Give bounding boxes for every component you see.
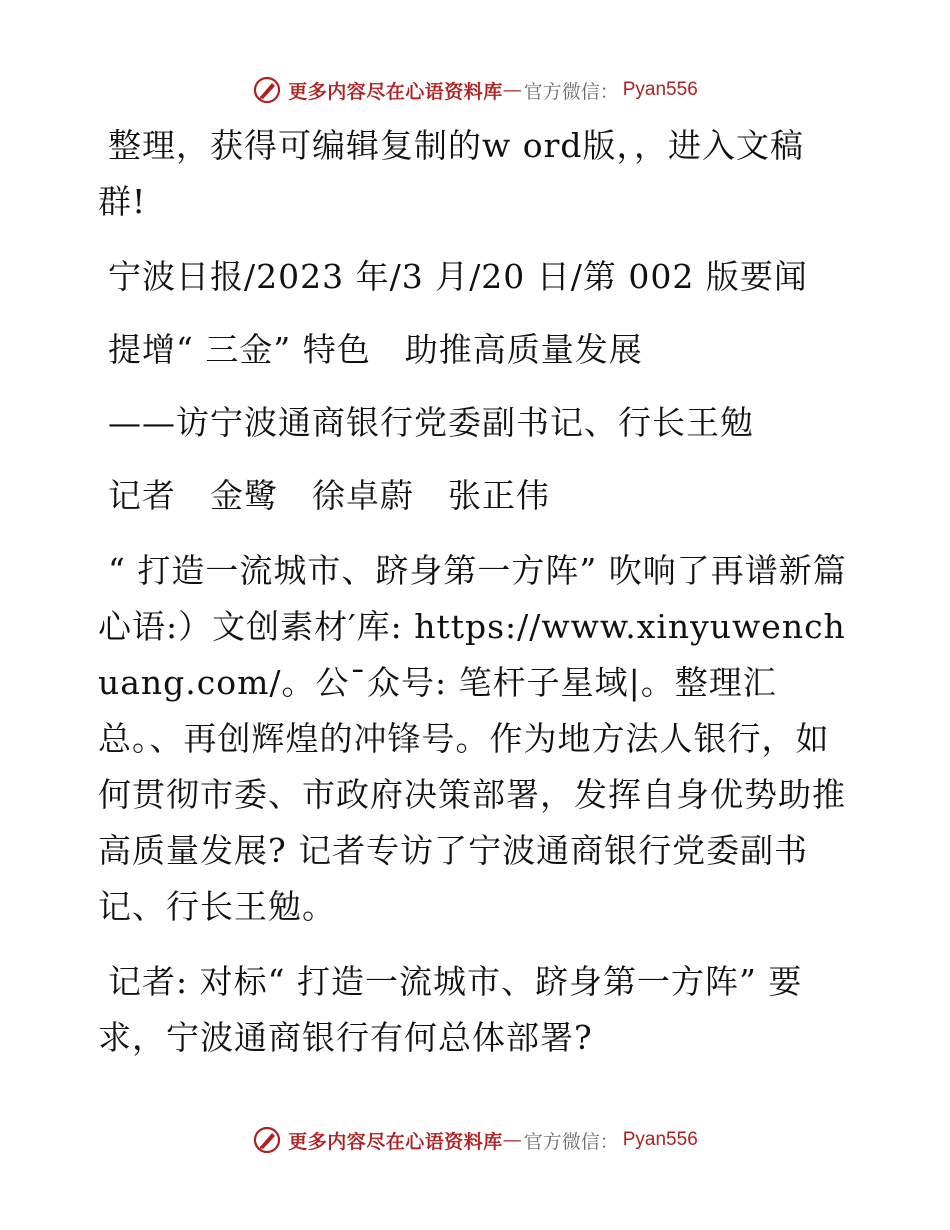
body-paragraph: “ 打造一流城市、跻身第一方阵” 吹响了再谱新篇心语:）文创素材′库: https://www.xinyuwenchuang.com/。公¯众号: 笔杆子星域|。整理汇总。、再创辉煌的冲锋号。作为地方法人银行，如何贯彻市委、市政府决策部署，发挥自身优势助推高质量发展? 记者专访了宁波通商银行党委副书记、行长王勉。	[98, 551, 847, 926]
article-title: 提增“ 三金” 特色 助推高质量发展	[108, 330, 643, 369]
banner-wechat-handle: Pyan556	[622, 79, 698, 100]
banner-dash: —	[502, 1129, 522, 1151]
question-paragraph: 记者: 对标“ 打造一流城市、跻身第一方阵” 要求，宁波通商银行有何总体部署?	[98, 962, 803, 1057]
banner-promo-text: 更多内容尽在心语资料库	[288, 80, 503, 103]
banner-promo-text: 更多内容尽在心语资料库	[288, 1130, 503, 1153]
banner-wechat-label: 官方微信：	[523, 1130, 619, 1153]
source-line: 宁波日报/2023 年/3 月/20 日/第 002 版要闻	[108, 257, 808, 296]
quill-pen-circle-icon	[252, 1125, 282, 1155]
byline: 记者 金鹭 徐卓蔚 张正伟	[108, 476, 550, 515]
document-body	[98, 118, 850, 1066]
header-banner	[0, 70, 950, 110]
footer-banner	[0, 1120, 950, 1160]
banner-dash: —	[502, 79, 522, 101]
banner-wechat-handle: Pyan556	[622, 1129, 698, 1150]
quill-pen-circle-icon	[252, 75, 282, 105]
intro-paragraph: 整理，获得可编辑复制的w ord版，，进入文稿群!	[98, 126, 805, 221]
banner-wechat-label: 官方微信：	[523, 80, 619, 103]
article-subtitle: ——访宁波通商银行党委副书记、行长王勉	[108, 403, 754, 442]
